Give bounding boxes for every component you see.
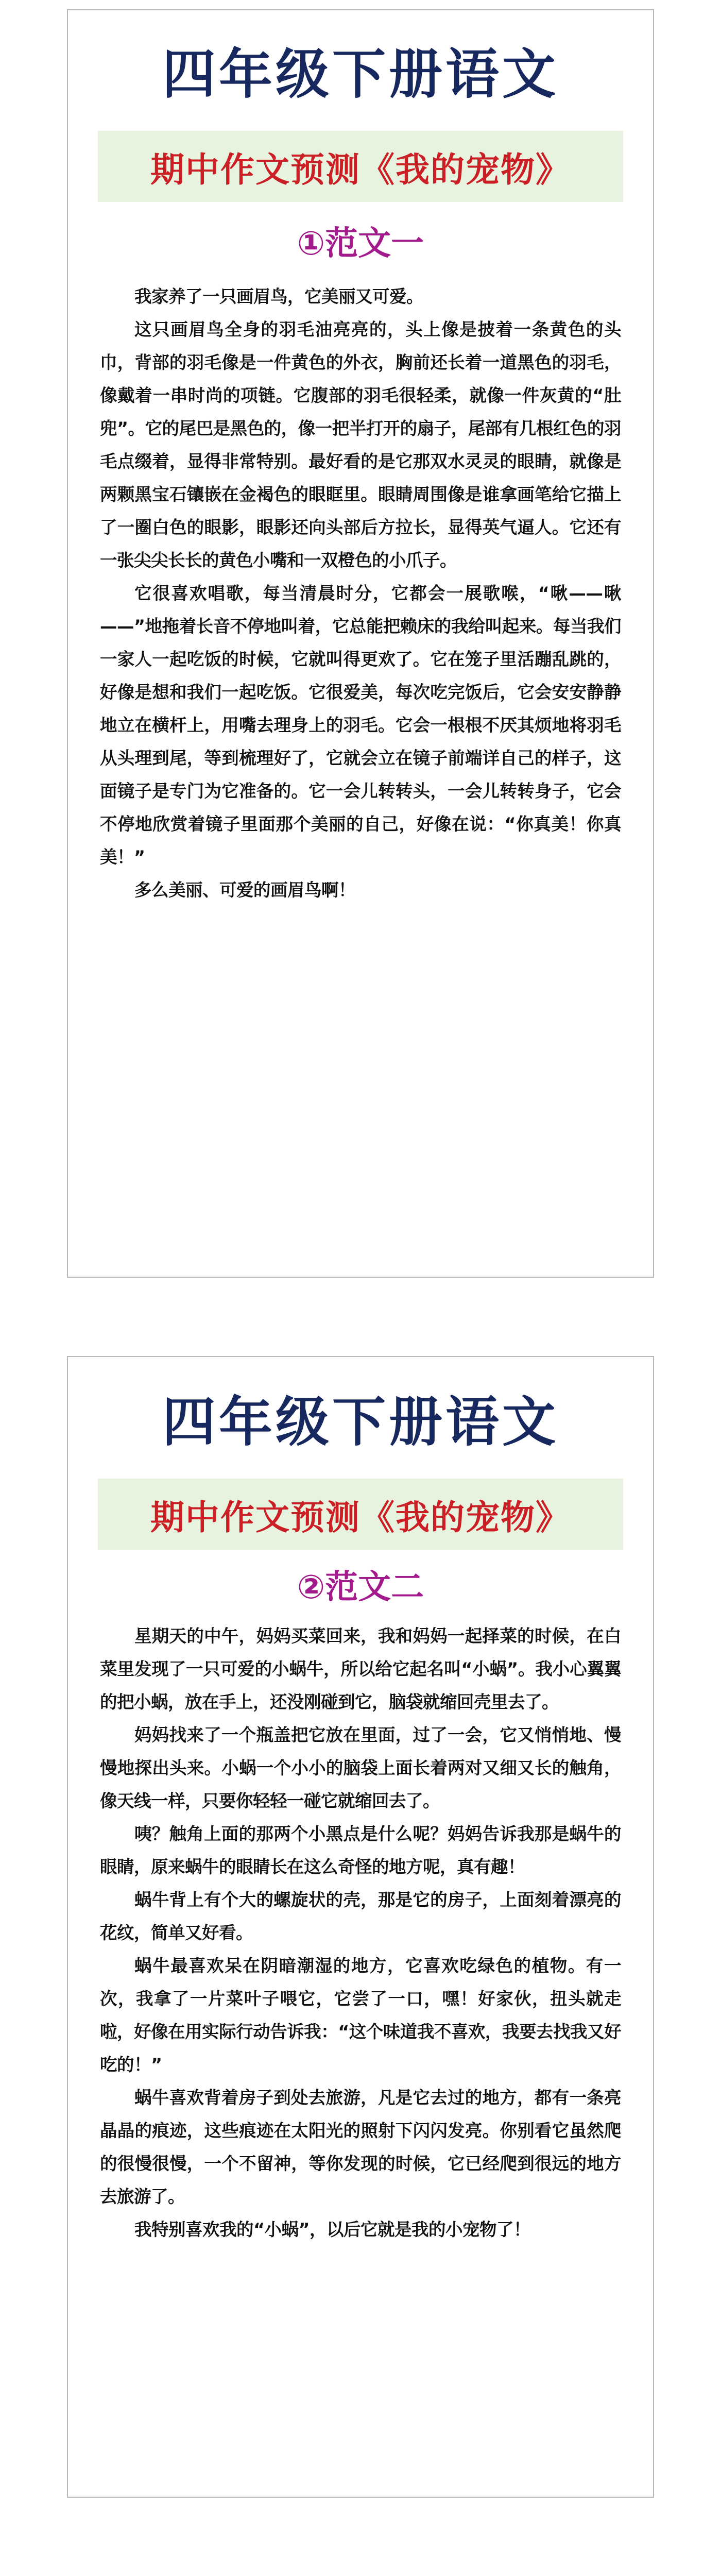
- essay-card-2: [67, 1356, 654, 2498]
- topic-banner: 期中作文预测《我的宠物》: [98, 1479, 623, 1550]
- essay-number-badge: ①范文一: [297, 225, 424, 263]
- essay-paragraph: 我家养了一只画眉鸟，它美丽又可爱。: [134, 286, 423, 307]
- topic-banner: 期中作文预测《我的宠物》: [98, 131, 623, 202]
- essay-body: [100, 280, 621, 907]
- essay-paragraph: 这只画眉鸟全身的羽毛油亮亮的，头上像是披着一条黄色的头巾，背部的羽毛像是一件黄色的外衣，胸前还长着一道黑色的羽毛，像戴着一串时尚的项链。它腹部的羽毛很轻柔，就像一件灰黄的“肚兜”。它的尾巴是黑色的，像一把半打开的扇子，尾部有几根红色的羽毛点缀着，显得非常特别。最好看的是它那双水灵灵的眼睛，就像是两颗黑宝石镶嵌在金褐色的眼眶里。眼睛周围像是谁拿画笔给它描上了一圈白色的眼影，眼影还向头部后方拉长，显得英气逼人。它还有一张尖尖长长的黄色小嘴和一双橙色的小爪子。: [100, 319, 621, 570]
- essay-paragraph: 妈妈找来了一个瓶盖把它放在里面，过了一会，它又悄悄地、慢慢地探出头来。小蜗一个小小的脑袋上面长着两对又细又长的触角，像天线一样，只要你轻轻一碰它就缩回去了。: [100, 1725, 621, 1811]
- essay-paragraph: 蜗牛喜欢背着房子到处去旅游，凡是它去过的地方，都有一条亮晶晶的痕迹，这些痕迹在太阳光的照射下闪闪发亮。你别看它虽然爬的很慢很慢，一个不留神，等你发现的时候，它已经爬到很远的地方去旅游了。: [100, 2088, 621, 2207]
- essay-body: [100, 1620, 621, 2246]
- essay-paragraph: 蜗牛背上有个大的螺旋状的壳，那是它的房子，上面刻着漂亮的花纹，简单又好看。: [100, 1890, 621, 1943]
- essay-number-badge: ②范文二: [297, 1568, 424, 1606]
- essay-paragraph: 它很喜欢唱歌，每当清晨时分，它都会一展歌喉，“啾——啾——”地拖着长音不停地叫着，它总能把赖床的我给叫起来。每当我们一家人一起吃饭的时候，它就叫得更欢了。它在笼子里活蹦乱跳的，好像是想和我们一起吃饭。它很爱美，每次吃完饭后，它会安安静静地立在横杆上，用嘴去理身上的羽毛。它会一根根不厌其烦地将羽毛从头理到尾，等到梳理好了，它就会立在镜子前端详自己的样子，这面镜子是专门为它准备的。它一会儿转转头，一会儿转转身子，它会不停地欣赏着镜子里面那个美丽的自己，好像在说：“你真美！你真美！”: [100, 583, 621, 867]
- page-title: 四年级下册语文: [162, 1391, 559, 1453]
- essay-paragraph: 多么美丽、可爱的画眉鸟啊！: [134, 880, 355, 900]
- essay-card-1: [67, 9, 654, 1278]
- essay-paragraph: 星期天的中午，妈妈买菜回来，我和妈妈一起择菜的时候，在白菜里发现了一只可爱的小蜗牛，所以给它起名叫“小蜗”。我小心翼翼的把小蜗，放在手上，还没刚碰到它，脑袋就缩回壳里去了。: [100, 1626, 621, 1712]
- page-title: 四年级下册语文: [162, 43, 559, 106]
- essay-paragraph: 蜗牛最喜欢呆在阴暗潮湿的地方，它喜欢吃绿色的植物。有一次，我拿了一片菜叶子喂它，它尝了一口，嘿！好家伙，扭头就走啦，好像在用实际行动告诉我：“这个味道我不喜欢，我要去找我又好吃的！”: [100, 1956, 621, 2075]
- essay-paragraph: 咦？触角上面的那两个小黑点是什么呢？妈妈告诉我那是蜗牛的眼睛，原来蜗牛的眼睛长在这么奇怪的地方呢，真有趣！: [100, 1824, 621, 1877]
- essay-paragraph: 我特别喜欢我的“小蜗”，以后它就是我的小宠物了！: [134, 2219, 531, 2240]
